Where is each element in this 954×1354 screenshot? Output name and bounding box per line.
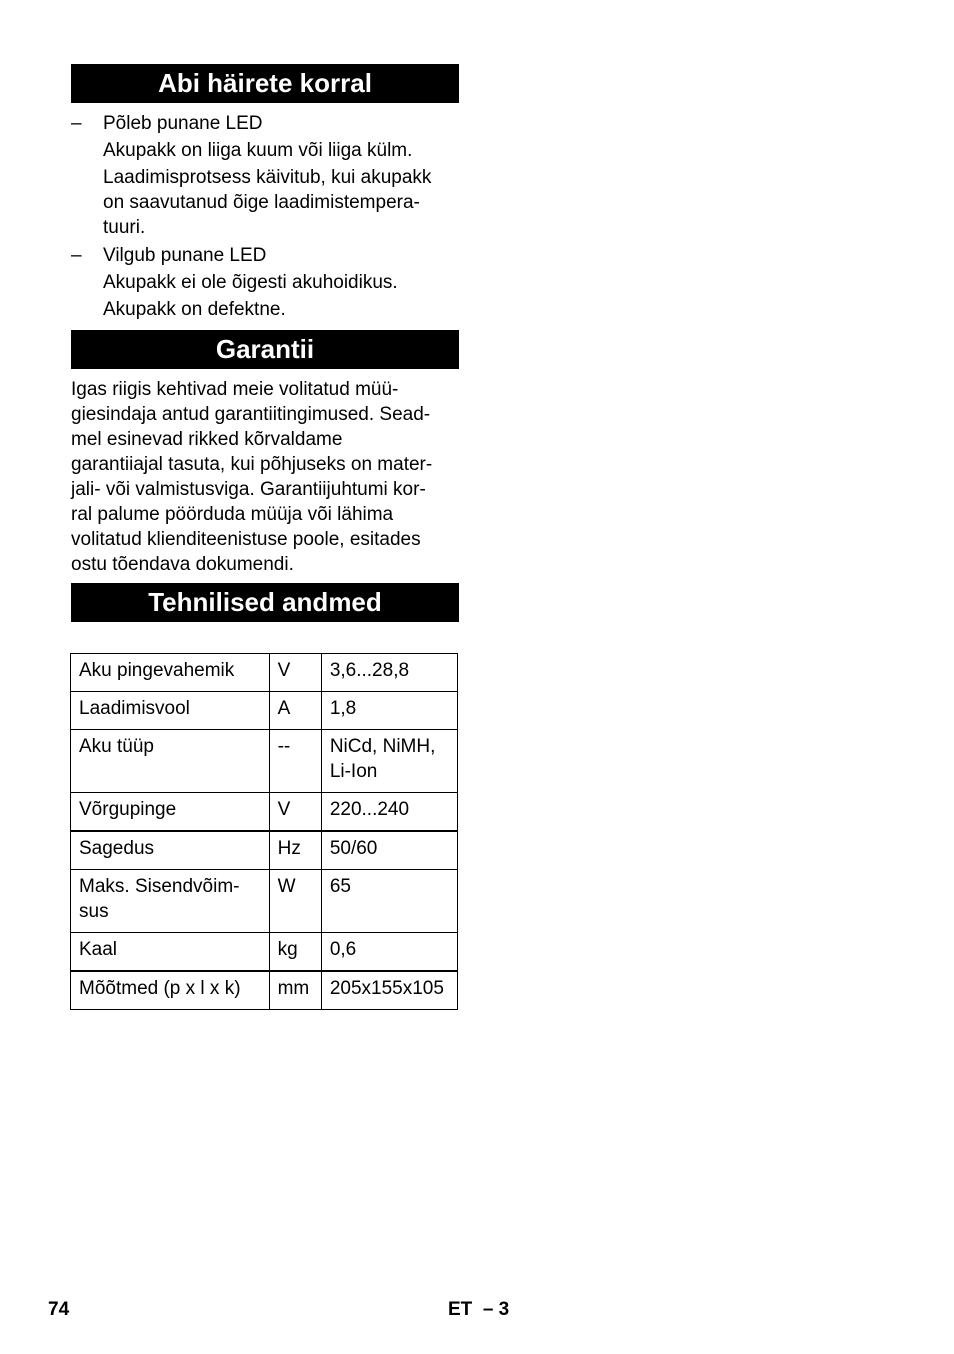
spec-unit: kg <box>269 933 321 972</box>
table-row <box>71 971 458 1010</box>
spec-name: Aku pingevahemik <box>71 654 270 692</box>
section-title-troubleshooting: Abi häirete korral <box>71 64 459 103</box>
list-item <box>71 111 459 240</box>
spec-name: Mõõtmed (p x l x k) <box>71 971 270 1010</box>
paragraph-line: ostu tõendava dokumendi. <box>71 554 294 575</box>
list-item-line: Laadimisprotsess käivitub, kui akupakk <box>103 167 432 188</box>
list-bullet: – <box>71 113 82 134</box>
paragraph-line: jali- või valmistusviga. Garantiijuhtumi kor- <box>71 479 426 500</box>
table-row <box>71 692 458 730</box>
paragraph-line: giesindaja antud garantiitingimused. Sead- <box>71 404 431 425</box>
paragraph-line: garantiiajal tasuta, kui põhjuseks on mater- <box>71 454 433 475</box>
spec-unit: A <box>269 692 321 730</box>
section-title-warranty: Garantii <box>71 330 459 369</box>
table-row <box>71 654 458 692</box>
spec-unit: W <box>269 870 321 933</box>
page-number: 74 <box>48 1299 70 1320</box>
spec-value: 65 <box>321 870 457 933</box>
list-item-line: Akupakk on defektne. <box>103 299 286 320</box>
list-item-line: Akupakk on liiga kuum või liiga külm. <box>103 140 413 161</box>
spec-unit: V <box>269 793 321 832</box>
spec-value: 1,8 <box>321 692 457 730</box>
table-row <box>71 793 458 832</box>
warranty-paragraph <box>71 377 463 577</box>
table-row <box>71 870 458 933</box>
table-row <box>71 730 458 793</box>
spec-name: Kaal <box>71 933 270 972</box>
spec-value: 220...240 <box>321 793 457 832</box>
spec-name: Aku tüüp <box>71 730 270 793</box>
spec-name: Võrgupinge <box>71 793 270 832</box>
spec-name: Sagedus <box>71 831 270 870</box>
list-item-line: on saavutanud õige laadimistempera- <box>103 192 420 213</box>
paragraph-line: volitatud klienditeenistuse poole, esitades <box>71 529 421 550</box>
spec-value: 3,6...28,8 <box>321 654 457 692</box>
paragraph-line: mel esinevad rikked kõrvaldame <box>71 429 343 450</box>
spec-value: NiCd, NiMH, Li-Ion <box>321 730 457 793</box>
spec-unit: -- <box>269 730 321 793</box>
spec-value: 50/60 <box>321 831 457 870</box>
paragraph-line: Igas riigis kehtivad meie volitatud müü- <box>71 379 399 400</box>
table-row <box>71 831 458 870</box>
spec-value: 205x155x105 <box>321 971 457 1010</box>
page-language-marker: ET – 3 <box>448 1299 510 1320</box>
spec-value: 0,6 <box>321 933 457 972</box>
list-item-heading: Põleb punane LED <box>103 113 263 134</box>
spec-name: Laadimisvool <box>71 692 270 730</box>
list-item-heading: Vilgub punane LED <box>103 245 267 266</box>
spec-unit: V <box>269 654 321 692</box>
spec-unit: mm <box>269 971 321 1010</box>
spec-name: Maks. Sisendvõim-sus <box>71 870 270 933</box>
list-item-line: tuuri. <box>103 217 146 238</box>
list-item <box>71 243 459 322</box>
spec-unit: Hz <box>269 831 321 870</box>
list-item-line: Akupakk ei ole õigesti akuhoidikus. <box>103 272 398 293</box>
list-bullet: – <box>71 245 82 266</box>
section-title-specs: Tehnilised andmed <box>71 583 459 622</box>
paragraph-line: ral palume pöörduda müüja või lähima <box>71 504 394 525</box>
table-row <box>71 933 458 972</box>
specs-table <box>70 653 458 1010</box>
